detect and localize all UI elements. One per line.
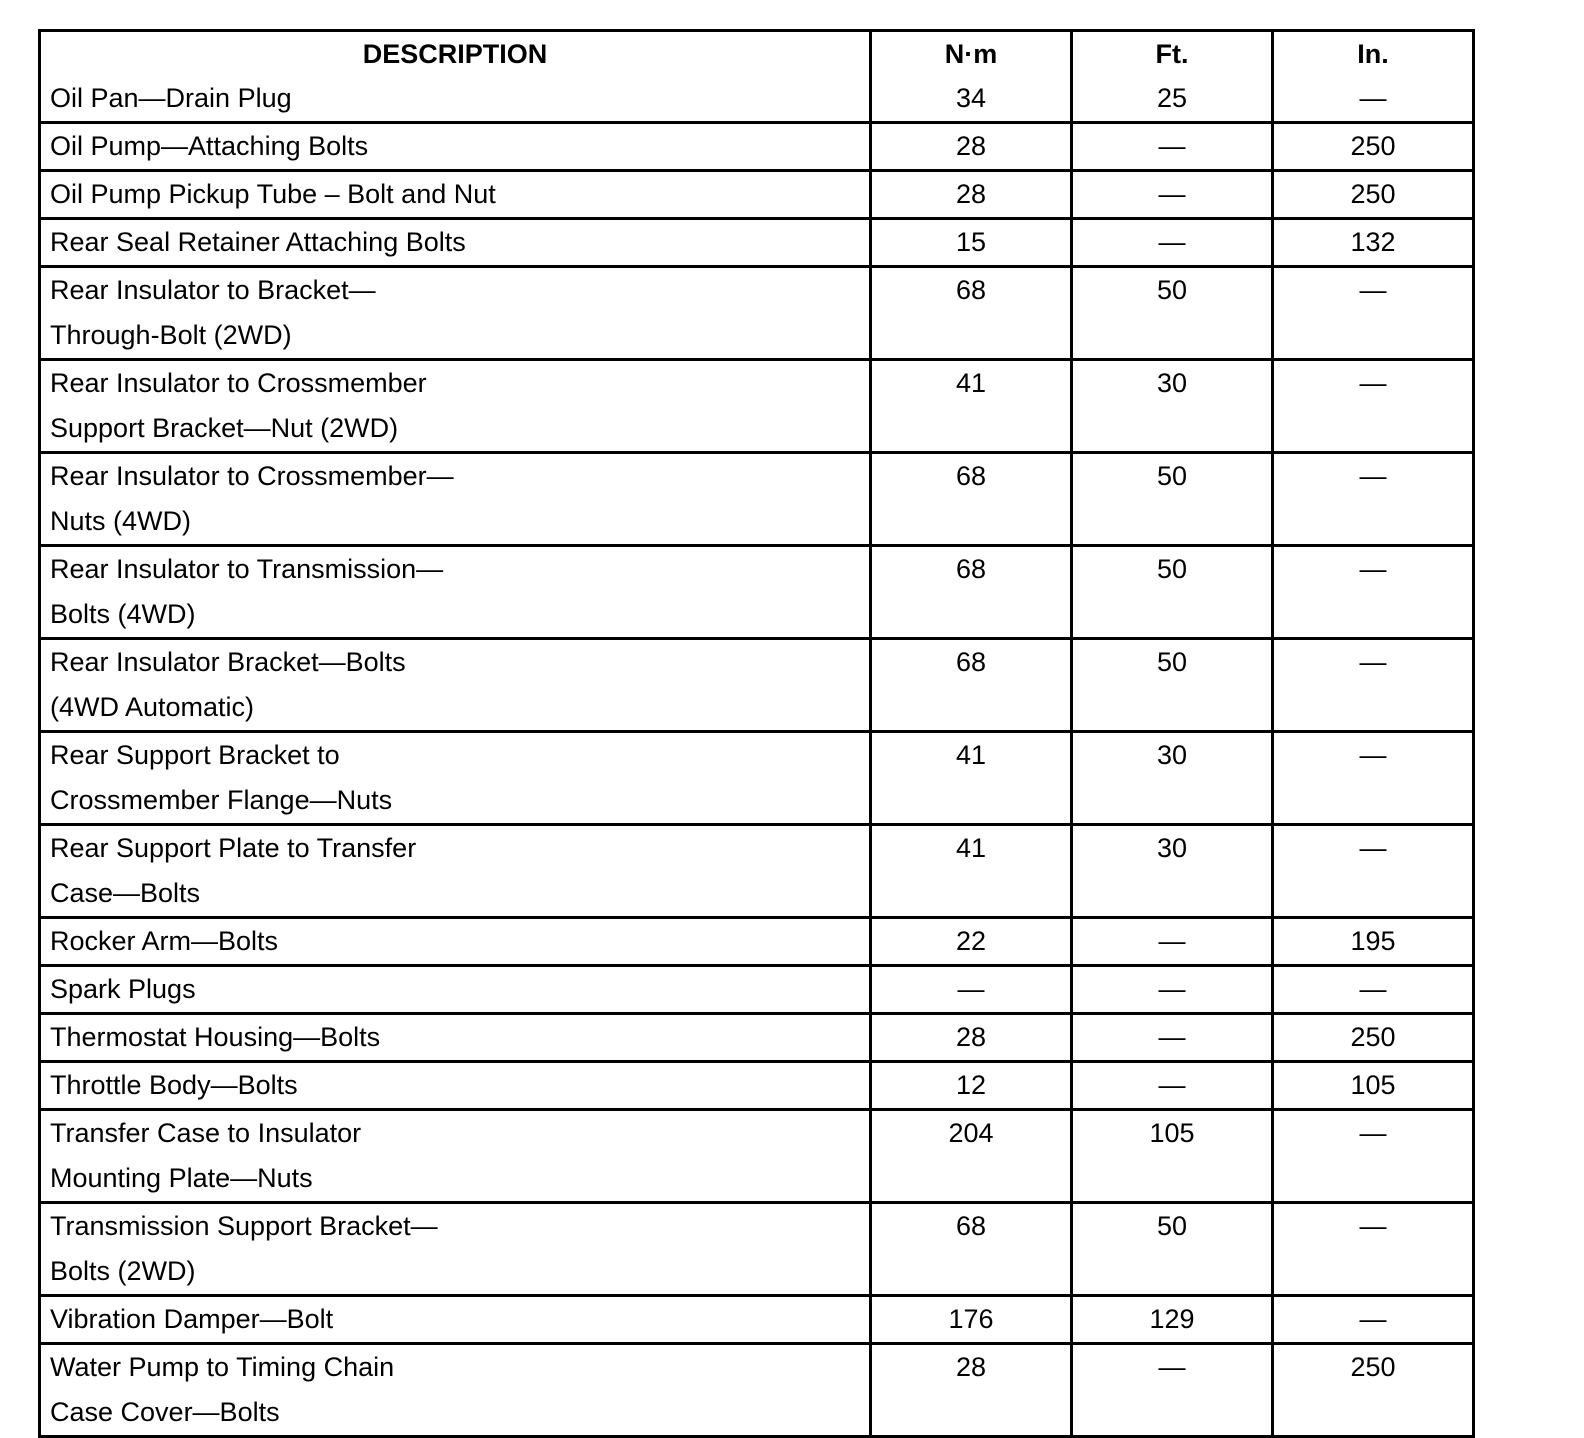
description-cell (40, 1344, 871, 1437)
table-row (40, 918, 1474, 966)
description-cell (40, 171, 871, 219)
ft-cell: — (1072, 171, 1273, 219)
table-row (40, 825, 1474, 918)
description-line: (4WD Automatic) (50, 692, 255, 722)
table-row (40, 76, 1474, 123)
description-line: Rocker Arm—Bolts (50, 926, 279, 956)
in-cell: — (1273, 639, 1474, 732)
nm-cell: 68 (871, 1203, 1072, 1296)
ft-cell: — (1072, 1014, 1273, 1062)
table-row (40, 546, 1474, 639)
in-cell: — (1273, 76, 1474, 123)
ft-cell: — (1072, 918, 1273, 966)
table-row (40, 1203, 1474, 1296)
nm-cell: 12 (871, 1062, 1072, 1110)
in-cell: 250 (1273, 123, 1474, 171)
in-cell: 105 (1273, 1062, 1474, 1110)
ft-cell: 50 (1072, 453, 1273, 546)
nm-cell: 68 (871, 453, 1072, 546)
table-row (40, 1296, 1474, 1344)
ft-cell: — (1072, 1062, 1273, 1110)
nm-cell: 176 (871, 1296, 1072, 1344)
description-cell (40, 732, 871, 825)
ft-cell: 129 (1072, 1296, 1273, 1344)
description-cell (40, 360, 871, 453)
description-line: Bolts (2WD) (50, 1256, 196, 1286)
nm-cell: 68 (871, 546, 1072, 639)
description-line: Rear Support Plate to Transfer (50, 833, 417, 863)
ft-cell: 30 (1072, 825, 1273, 918)
description-cell (40, 825, 871, 918)
in-cell: — (1273, 966, 1474, 1014)
description-line: Throttle Body—Bolts (50, 1070, 298, 1100)
in-cell: — (1273, 360, 1474, 453)
in-cell: — (1273, 1110, 1474, 1203)
description-line: Transfer Case to Insulator (50, 1118, 362, 1148)
table-row (40, 360, 1474, 453)
table-row (40, 966, 1474, 1014)
description-cell (40, 546, 871, 639)
torque-spec-table (38, 29, 1475, 1438)
in-cell: — (1273, 732, 1474, 825)
description-line: Bolts (4WD) (50, 599, 196, 629)
table-row (40, 639, 1474, 732)
nm-cell: 22 (871, 918, 1072, 966)
description-cell (40, 639, 871, 732)
header-nm: N·m (871, 31, 1072, 77)
description-cell (40, 219, 871, 267)
in-cell: — (1273, 1296, 1474, 1344)
description-line: Rear Insulator to Crossmember— (50, 461, 454, 491)
nm-cell: 15 (871, 219, 1072, 267)
description-line: Thermostat Housing—Bolts (50, 1022, 381, 1052)
description-line: Case Cover—Bolts (50, 1397, 280, 1427)
header-in: In. (1273, 31, 1474, 77)
description-line: Transmission Support Bracket— (50, 1211, 438, 1241)
description-cell (40, 1296, 871, 1344)
header-ft: Ft. (1072, 31, 1273, 77)
ft-cell: — (1072, 966, 1273, 1014)
ft-cell: — (1072, 219, 1273, 267)
description-line: Vibration Damper—Bolt (50, 1304, 334, 1334)
ft-cell: 50 (1072, 1203, 1273, 1296)
ft-cell: 50 (1072, 546, 1273, 639)
description-line: Rear Insulator Bracket—Bolts (50, 647, 406, 677)
in-cell: 132 (1273, 219, 1474, 267)
description-cell (40, 1062, 871, 1110)
description-line: Oil Pan—Drain Plug (50, 83, 292, 113)
in-cell: 250 (1273, 1344, 1474, 1437)
description-line: Mounting Plate—Nuts (50, 1163, 313, 1193)
description-line: Oil Pump Pickup Tube – Bolt and Nut (50, 179, 496, 209)
table-row (40, 732, 1474, 825)
in-cell: — (1273, 453, 1474, 546)
in-cell: 195 (1273, 918, 1474, 966)
description-line: Oil Pump—Attaching Bolts (50, 131, 369, 161)
ft-cell: 25 (1072, 76, 1273, 123)
nm-cell: 28 (871, 1344, 1072, 1437)
table-row (40, 1062, 1474, 1110)
in-cell: 250 (1273, 171, 1474, 219)
table-row (40, 171, 1474, 219)
description-line: Support Bracket—Nut (2WD) (50, 413, 399, 443)
table-row (40, 1110, 1474, 1203)
description-line: Rear Seal Retainer Attaching Bolts (50, 227, 466, 257)
description-cell (40, 76, 871, 123)
description-cell (40, 453, 871, 546)
description-cell (40, 267, 871, 360)
table-row (40, 267, 1474, 360)
table-row (40, 1344, 1474, 1437)
ft-cell: 30 (1072, 360, 1273, 453)
description-line: Rear Support Bracket to (50, 740, 340, 770)
nm-cell: 68 (871, 639, 1072, 732)
description-line: Rear Insulator to Transmission— (50, 554, 444, 584)
description-cell (40, 1203, 871, 1296)
description-line: Through-Bolt (2WD) (50, 320, 292, 350)
table-body (40, 76, 1474, 1437)
table-row (40, 453, 1474, 546)
description-line: Spark Plugs (50, 974, 196, 1004)
nm-cell: 34 (871, 76, 1072, 123)
ft-cell: 105 (1072, 1110, 1273, 1203)
in-cell: — (1273, 825, 1474, 918)
header-row (40, 31, 1474, 77)
in-cell: — (1273, 546, 1474, 639)
description-cell (40, 966, 871, 1014)
in-cell: 250 (1273, 1014, 1474, 1062)
header-description: DESCRIPTION (40, 31, 871, 77)
description-line: Nuts (4WD) (50, 506, 191, 536)
ft-cell: — (1072, 123, 1273, 171)
description-line: Rear Insulator to Crossmember (50, 368, 427, 398)
ft-cell: — (1072, 1344, 1273, 1437)
nm-cell: 41 (871, 360, 1072, 453)
description-line: Case—Bolts (50, 878, 201, 908)
ft-cell: 50 (1072, 267, 1273, 360)
nm-cell: 41 (871, 825, 1072, 918)
nm-cell: 68 (871, 267, 1072, 360)
nm-cell: 28 (871, 171, 1072, 219)
table-row (40, 219, 1474, 267)
in-cell: — (1273, 1203, 1474, 1296)
in-cell: — (1273, 267, 1474, 360)
table-row (40, 1014, 1474, 1062)
ft-cell: 50 (1072, 639, 1273, 732)
nm-cell: 41 (871, 732, 1072, 825)
description-line: Water Pump to Timing Chain (50, 1352, 395, 1382)
description-line: Rear Insulator to Bracket— (50, 275, 376, 305)
nm-cell: 204 (871, 1110, 1072, 1203)
nm-cell: 28 (871, 1014, 1072, 1062)
nm-cell: 28 (871, 123, 1072, 171)
table-row (40, 123, 1474, 171)
ft-cell: 30 (1072, 732, 1273, 825)
description-cell (40, 123, 871, 171)
nm-cell: — (871, 966, 1072, 1014)
description-line: Crossmember Flange—Nuts (50, 785, 393, 815)
description-cell (40, 1014, 871, 1062)
description-cell (40, 1110, 871, 1203)
description-cell (40, 918, 871, 966)
